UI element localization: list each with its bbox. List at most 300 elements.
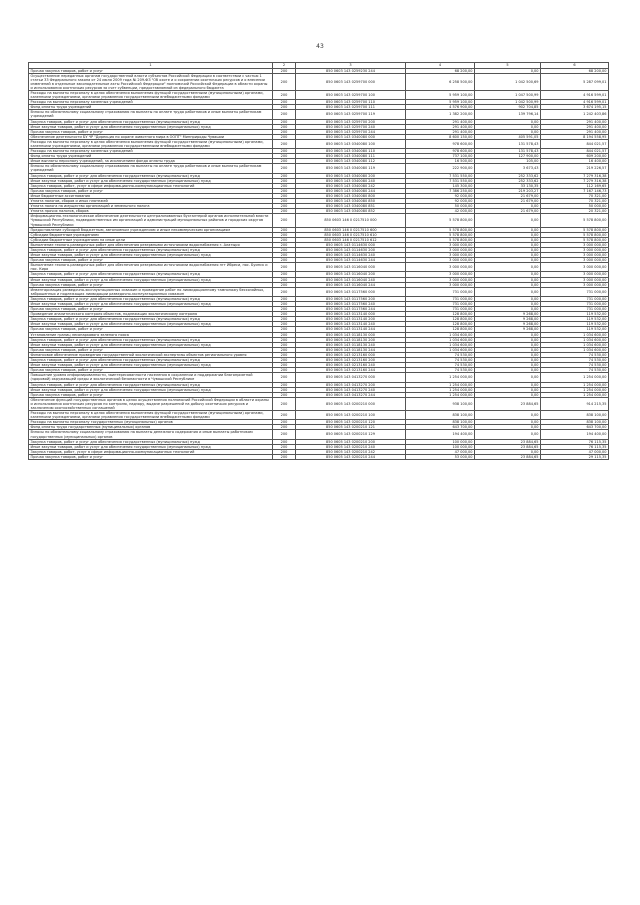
cell-approved: 7 386 250,00	[406, 188, 475, 193]
cell-executed: 23 884,65	[475, 397, 541, 410]
cell-budget-code: 850 0605 143 0213160 000	[296, 352, 406, 357]
cell-name: Иные закупки товаров, работ и услуг для обеспечения государственных (муниципальных) нужд	[29, 322, 273, 327]
cell-budget-code: 850 0603 143 0340080 111	[296, 154, 406, 159]
cell-name: Закупка товаров, работ и услуг для обеспечения государственных (муниципальных) нужд	[29, 358, 273, 363]
cell-budget-code: 850 0603 143 0259700 110	[296, 100, 406, 105]
cell-executed: 0,00	[475, 430, 541, 439]
cell-approved: 50 000,00	[406, 204, 475, 209]
cell-remaining: 3 674 195,15	[541, 105, 609, 110]
cell-line-code: 200	[273, 214, 296, 227]
cell-approved: 3 000 000,00	[406, 272, 475, 277]
cell-budget-code: 850 0605 143 0114630 200	[296, 247, 406, 252]
cell-name: Закупка товаров, работ и услуг для обеспечения государственных (муниципальных) нужд	[29, 296, 273, 301]
cell-approved: 643 700,00	[406, 425, 475, 430]
cell-approved: 53 000,00	[406, 454, 475, 459]
cell-line-code: 200	[273, 373, 296, 382]
cell-executed: 252 333,62	[475, 178, 541, 183]
cell-line-code: 200	[273, 110, 296, 119]
cell-budget-code: 850 0605 143 0118130 244	[296, 347, 406, 352]
cell-name: Прочая закупка товаров, работ и услуг	[29, 368, 273, 373]
cell-budget-code: 850 0605 143 0116040 000	[296, 263, 406, 272]
cell-line-code: 200	[273, 209, 296, 214]
cell-line-code: 200	[273, 154, 296, 159]
cell-budget-code: 850 0605 143 0200210 000	[296, 397, 406, 410]
cell-name: Закупка товаров, работ и услуг для обеспечения государственных (муниципальных) нужд	[29, 317, 273, 322]
cell-name: Закупка товаров, работ и услуг для обеспечения государственных (муниципальных) нужд	[29, 439, 273, 444]
cell-approved: 838 100,00	[406, 420, 475, 425]
cell-name: Закупка товаров, работ и услуг для обеспечения государственных (муниципальных) нужд	[29, 173, 273, 178]
cell-line-code: 200	[273, 425, 296, 430]
cell-approved: 1 034 600,00	[406, 342, 475, 347]
cell-approved: 5 578 800,00	[406, 237, 475, 242]
cell-name: Иные закупки товаров, работ и услуг для обеспечения государственных (муниципальных) нужд	[29, 363, 273, 368]
cell-line-code: 200	[273, 237, 296, 242]
cell-line-code: 200	[273, 164, 296, 173]
cell-budget-code: 850 0605 143 0118130 000	[296, 332, 406, 337]
cell-line-code: 200	[273, 105, 296, 110]
cell-budget-code: 850 0605 143 0117560 000	[296, 287, 406, 296]
cell-remaining: 47 000,00	[541, 449, 609, 454]
cell-budget-code: 850 0605 143 0200210 129	[296, 430, 406, 439]
cell-name: Прочая закупка товаров, работ и услуг	[29, 454, 273, 459]
cell-executed: 0,00	[475, 232, 541, 237]
cell-budget-code: 850 0603 143 0340080 851	[296, 204, 406, 209]
cell-name: Иные закупки товаров, работ и услуг для обеспечения государственных (муниципальных) нужд	[29, 302, 273, 307]
cell-line-code: 200	[273, 317, 296, 322]
cell-executed: 0,00	[475, 392, 541, 397]
cell-name: Предоставление субсидий бюджетным, автономным учреждениям и иным некоммерческим организациям	[29, 227, 273, 232]
cell-budget-code: 850 0603 143 0340080 119	[296, 164, 406, 173]
cell-name: Прочая закупка товаров, работ и услуг	[29, 307, 273, 312]
cell-budget-code: 850 0603 143 0340080 110	[296, 149, 406, 154]
cell-name: Прочая закупка товаров, работ и услуг	[29, 327, 273, 332]
cell-executed: 0,00	[475, 214, 541, 227]
cell-executed: 0,00	[475, 204, 541, 209]
cell-name: Иные бюджетные ассигнования	[29, 193, 273, 198]
cell-executed: 0,00	[475, 425, 541, 430]
cell-remaining: 844 021,57	[541, 139, 609, 148]
cell-line-code: 200	[273, 90, 296, 99]
cell-approved: 128 800,00	[406, 327, 475, 332]
cell-executed: 0,00	[475, 337, 541, 342]
table-row	[29, 430, 609, 439]
cell-approved: 3 000 000,00	[406, 277, 475, 282]
cell-name: Фонд оплаты труда учреждений	[29, 154, 273, 159]
cell-name: Обеспечение функций государственных органов в целях осуществления полномочий Российской Федерации в области охраны и использования охотничьих ресурсов по контролю, надзору, выдаче разрешений на добычу охотничьих ресурсов и заключению охотхозяйственных соглашений	[29, 397, 273, 410]
cell-line-code: 200	[273, 454, 296, 459]
cell-remaining: 844 021,57	[541, 149, 609, 154]
cell-remaining: 731 000,00	[541, 296, 609, 301]
cell-remaining: 7 167 146,73	[541, 188, 609, 193]
cell-executed: 33 130,35	[475, 183, 541, 188]
cell-line-code: 200	[273, 183, 296, 188]
cell-line-code: 200	[273, 119, 296, 124]
cell-line-code: 200	[273, 124, 296, 129]
header-cell: 2	[273, 63, 296, 69]
cell-name: Прочая закупка товаров, работ и услуг	[29, 188, 273, 193]
cell-executed: 0,00	[475, 253, 541, 258]
cell-remaining: 1 034 600,00	[541, 332, 609, 337]
cell-budget-code: 850 0605 143 0117560 200	[296, 296, 406, 301]
cell-remaining: 119 532,00	[541, 327, 609, 332]
cell-approved: 1 382 200,00	[406, 110, 475, 119]
cell-budget-code: 850 0603 143 0340080 244	[296, 188, 406, 193]
cell-executed: 0,00	[475, 307, 541, 312]
cell-remaining: 1 034 600,00	[541, 337, 609, 342]
cell-remaining: 1 254 000,00	[541, 392, 609, 397]
cell-remaining: 16 400,00	[541, 159, 609, 164]
cell-remaining: 291 400,00	[541, 119, 609, 124]
cell-budget-code: 850 0605 143 0116040 200	[296, 272, 406, 277]
cell-line-code: 200	[273, 347, 296, 352]
cell-executed: 9 268,00	[475, 327, 541, 332]
cell-line-code: 200	[273, 363, 296, 368]
cell-name: Уплата прочих налогов, сборов	[29, 209, 273, 214]
cell-approved: 731 000,00	[406, 307, 475, 312]
cell-approved: 1 034 600,00	[406, 347, 475, 352]
cell-remaining: 119 532,00	[541, 312, 609, 317]
cell-remaining: 291 400,00	[541, 124, 609, 129]
cell-executed: 1 047 500,99	[475, 90, 541, 99]
cell-remaining: 4 916 599,01	[541, 100, 609, 105]
cell-remaining: 643 700,00	[541, 425, 609, 430]
cell-executed: 0,00	[475, 124, 541, 129]
cell-name: Закупка товаров, работ, услуг в сфере информационно-коммуникационных технологий	[29, 183, 273, 188]
cell-approved: 5 578 800,00	[406, 227, 475, 232]
cell-budget-code: 850 0603 143 0259700 000	[296, 73, 406, 90]
cell-remaining: 1 254 000,00	[541, 387, 609, 392]
cell-name: Уплата налогов, сборов и иных платежей	[29, 199, 273, 204]
cell-remaining: 29 115,35	[541, 454, 609, 459]
cell-approved: 3 000 000,00	[406, 242, 475, 247]
cell-approved: 92 000,00	[406, 193, 475, 198]
cell-remaining: 5 287 099,01	[541, 73, 609, 90]
cell-executed: 1 042 500,99	[475, 100, 541, 105]
cell-executed: 902 704,85	[475, 105, 541, 110]
cell-name: Расходы на выплаты персоналу казенных учреждений	[29, 100, 273, 105]
cell-name: Прочая закупка товаров, работ и услуг	[29, 392, 273, 397]
cell-name: Обеспечение деятельности БУ ЧР "Дирекция по охране животного мира в ООПТ" Минприроды Чувашии	[29, 134, 273, 139]
cell-name: Взносы по обязательному социальному страхованию на выплаты денежного содержания и иные выплаты работникам государственных (муниципальных) органов	[29, 430, 273, 439]
cell-executed: 0,00	[475, 302, 541, 307]
cell-budget-code: 850 0603 146 0 0217510 000	[296, 214, 406, 227]
cell-approved: 128 800,00	[406, 317, 475, 322]
cell-remaining: 7 279 316,38	[541, 173, 609, 178]
cell-approved: 5 578 800,00	[406, 232, 475, 237]
cell-name: Инвентаризация разведочно-эксплуатационных скважин и проведение работ по ликвидационному тампонажу бесхозяйных, заброшенных и подлежащих ликвидации разведочно-эксплуатационных скважин	[29, 287, 273, 296]
cell-name: Фонд оплаты труда государственных (муниципальных) органов	[29, 425, 273, 430]
cell-budget-code: 850 0605 143 0114630 000	[296, 242, 406, 247]
cell-executed: 0,00	[475, 272, 541, 277]
cell-budget-code: 850 0605 143 0413270 000	[296, 373, 406, 382]
cell-approved: 1 254 000,00	[406, 392, 475, 397]
cell-budget-code: 850 0605 143 0117560 240	[296, 302, 406, 307]
table-row	[29, 287, 609, 296]
cell-approved: 291 400,00	[406, 129, 475, 134]
cell-executed: 405 591,05	[475, 134, 541, 139]
cell-executed: 0,00	[475, 237, 541, 242]
cell-line-code: 200	[273, 73, 296, 90]
cell-executed: 23 884,65	[475, 444, 541, 449]
cell-name: Иные закупки товаров, работ и услуг для обеспечения государственных (муниципальных) нужд	[29, 253, 273, 258]
cell-remaining: 70 321,00	[541, 193, 609, 198]
cell-name: Выполнение геолого-разведочных работ для обеспечения резервными источниками водоснабжения г. Алатыря	[29, 242, 273, 247]
cell-executed: 21 679,00	[475, 209, 541, 214]
cell-name: Прочая закупка товаров, работ и услуг	[29, 282, 273, 287]
cell-remaining: 3 000 000,00	[541, 247, 609, 252]
cell-line-code: 200	[273, 68, 296, 73]
cell-budget-code: 850 0605 143 0413270 240	[296, 387, 406, 392]
cell-budget-code: 850 0605 143 0116040 244	[296, 282, 406, 287]
cell-line-code: 200	[273, 247, 296, 252]
cell-name: Прочая закупка товаров, работ и услуг	[29, 258, 273, 263]
cell-name: Прочая закупка товаров, работ и услуг	[29, 347, 273, 352]
cell-executed: 3 673,43	[475, 164, 541, 173]
cell-budget-code: 850 0603 143 0259700 244	[296, 129, 406, 134]
cell-name: Расходы на выплаты персоналу в целях обеспечения выполнения функций государственными (муниципальными) органами, казенными учреждениями, органами управления государственными внебюджетными фондами	[29, 411, 273, 420]
cell-name: Закупка товаров, работ и услуг для обеспечения государственных (муниципальных) нужд	[29, 247, 273, 252]
cell-line-code: 200	[273, 173, 296, 178]
cell-approved: 6 258 500,00	[406, 73, 475, 90]
cell-approved: 1 254 000,00	[406, 373, 475, 382]
table-row	[29, 139, 609, 148]
cell-remaining: 3 000 000,00	[541, 258, 609, 263]
cell-approved: 3 000 000,00	[406, 263, 475, 272]
cell-remaining: 914 215,35	[541, 397, 609, 410]
cell-name: Иные закупки товаров, работ и услуг для обеспечения государственных (муниципальных) нужд	[29, 277, 273, 282]
cell-line-code: 200	[273, 411, 296, 420]
table-row	[29, 454, 609, 459]
cell-executed: 139 796,14	[475, 110, 541, 119]
cell-executed: 131 578,43	[475, 139, 541, 148]
cell-executed: 0,00	[475, 449, 541, 454]
cell-name: Иные закупки товаров, работ и услуг для обеспечения государственных (муниципальных) нужд	[29, 342, 273, 347]
cell-line-code: 200	[273, 439, 296, 444]
cell-approved: 8 600 150,00	[406, 134, 475, 139]
cell-line-code: 200	[273, 242, 296, 247]
cell-budget-code: 850 0603 143 0340080 112	[296, 159, 406, 164]
cell-line-code: 200	[273, 342, 296, 347]
cell-budget-code: 850 0603 143 0340080 800	[296, 193, 406, 198]
cell-name: Взносы по обязательному социальному страхованию на выплаты по оплате труда работников и иные выплаты работникам учреждений	[29, 110, 273, 119]
cell-remaining: 3 000 000,00	[541, 242, 609, 247]
cell-line-code: 200	[273, 332, 296, 337]
cell-name: Закупка товаров, работ и услуг для обеспечения государственных (муниципальных) нужд	[29, 272, 273, 277]
cell-approved: 222 900,00	[406, 164, 475, 173]
cell-approved: 731 000,00	[406, 302, 475, 307]
cell-executed: 127 900,00	[475, 154, 541, 159]
cell-remaining: 119 532,00	[541, 317, 609, 322]
cell-approved: 1 254 000,00	[406, 387, 475, 392]
cell-budget-code: 850 0603 146 0 0217510 610	[296, 232, 406, 237]
cell-line-code: 200	[273, 199, 296, 204]
cell-approved: 145 300,00	[406, 183, 475, 188]
table-row	[29, 411, 609, 420]
cell-executed: 0,00	[475, 332, 541, 337]
cell-remaining: 3 000 000,00	[541, 263, 609, 272]
cell-remaining: 74 530,00	[541, 352, 609, 357]
cell-approved: 74 530,00	[406, 358, 475, 363]
cell-executed: 0,00	[475, 227, 541, 232]
cell-executed: 0,00	[475, 247, 541, 252]
cell-remaining: 74 530,00	[541, 368, 609, 373]
cell-approved: 978 600,00	[406, 149, 475, 154]
cell-remaining: 7 279 316,38	[541, 178, 609, 183]
table-row	[29, 90, 609, 99]
cell-remaining: 1 254 000,00	[541, 373, 609, 382]
cell-name: Расходы на выплаты персоналу казенных учреждений	[29, 149, 273, 154]
cell-budget-code: 850 0603 143 0259700 100	[296, 90, 406, 99]
cell-name: Уплата налога на имущество организаций и земельного налога	[29, 204, 273, 209]
cell-approved: 3 000 000,00	[406, 282, 475, 287]
header-cell: 5	[475, 63, 541, 69]
cell-remaining: 1 254 000,00	[541, 382, 609, 387]
cell-approved: 1 034 600,00	[406, 332, 475, 337]
cell-approved: 128 800,00	[406, 312, 475, 317]
cell-budget-code: 850 0603 143 0259700 200	[296, 119, 406, 124]
cell-budget-code: 850 0603 143 0340080 242	[296, 183, 406, 188]
cell-remaining: 731 000,00	[541, 302, 609, 307]
cell-remaining: 3 000 000,00	[541, 282, 609, 287]
cell-executed: 0,00	[475, 242, 541, 247]
cell-executed: 0,00	[475, 363, 541, 368]
cell-executed: 21 679,00	[475, 193, 541, 198]
cell-line-code: 200	[273, 204, 296, 209]
cell-executed: 9 268,00	[475, 317, 541, 322]
cell-budget-code: 850 0603 143 0340080 100	[296, 139, 406, 148]
cell-budget-code: 850 0605 143 0200210 244	[296, 454, 406, 459]
cell-remaining: 76 115,35	[541, 444, 609, 449]
cell-approved: 7 531 550,00	[406, 173, 475, 178]
cell-executed: 0,00	[475, 68, 541, 73]
cell-approved: 74 530,00	[406, 368, 475, 373]
cell-name: Иные закупки товаров, работ и услуг для обеспечения государственных (муниципальных) нужд	[29, 387, 273, 392]
cell-line-code: 200	[273, 337, 296, 342]
cell-budget-code: 850 0603 146 0 0217510 600	[296, 227, 406, 232]
cell-line-code: 200	[273, 287, 296, 296]
cell-remaining: 1 242 403,86	[541, 110, 609, 119]
cell-budget-code: 850 0605 143 0200210 200	[296, 439, 406, 444]
cell-executed: 219 203,27	[475, 188, 541, 193]
cell-remaining: 68 200,00	[541, 68, 609, 73]
cell-remaining: 3 000 000,00	[541, 272, 609, 277]
cell-budget-code: 850 0603 143 0259230 244	[296, 68, 406, 73]
cell-line-code: 200	[273, 139, 296, 148]
cell-remaining: 76 115,35	[541, 439, 609, 444]
cell-budget-code: 850 0605 143 0213160 244	[296, 368, 406, 373]
cell-line-code: 200	[273, 263, 296, 272]
cell-budget-code: 850 0603 143 0340080 000	[296, 134, 406, 139]
cell-budget-code: 850 0605 143 0200210 242	[296, 449, 406, 454]
cell-line-code: 200	[273, 392, 296, 397]
header-cell: 6	[541, 63, 609, 69]
cell-executed: 0,00	[475, 420, 541, 425]
cell-name: Расходы на выплаты персоналу в целях обеспечения выполнения функций государственными (муниципальными) органами, казенными учреждениями, органами управления государственными внебюджетными фондами	[29, 139, 273, 148]
cell-budget-code: 850 0605 143 0113140 244	[296, 327, 406, 332]
cell-name: Прочая закупка товаров, работ и услуг	[29, 68, 273, 73]
cell-executed: 0,00	[475, 296, 541, 301]
cell-approved: 5 578 800,00	[406, 214, 475, 227]
cell-executed: 1 042 500,69	[475, 73, 541, 90]
cell-remaining: 609 200,00	[541, 154, 609, 159]
cell-remaining: 5 578 800,00	[541, 214, 609, 227]
cell-line-code: 200	[273, 282, 296, 287]
cell-budget-code: 850 0605 143 0413270 200	[296, 382, 406, 387]
cell-line-code: 200	[273, 352, 296, 357]
table-row	[29, 397, 609, 410]
cell-name: Осуществление переданных органам государственной власти субъектов Российской Федерации в соответствии с частью 1 статьи 33 Федерального закона от 24 июля 2009 года № 209-ФЗ "Об охоте и о сохранении охотничьих ресурсов и о внесении изменений в отдельные законодательные акты Российской Федерации" полномочий Российской Федерации в области охраны и использования охотничьих ресурсов за счет субвенции, предоставляемой из федерального бюджета	[29, 73, 273, 90]
cell-line-code: 200	[273, 232, 296, 237]
cell-executed: 0,00	[475, 373, 541, 382]
cell-executed: 9 268,00	[475, 312, 541, 317]
cell-approved: 737 100,00	[406, 154, 475, 159]
cell-line-code: 200	[273, 430, 296, 439]
cell-executed: 0,00	[475, 387, 541, 392]
cell-approved: 731 000,00	[406, 296, 475, 301]
cell-executed: 105,00	[475, 159, 541, 164]
cell-name: Иные закупки товаров, работ и услуг для обеспечения государственных (муниципальных) нужд	[29, 444, 273, 449]
cell-approved: 731 000,00	[406, 287, 475, 296]
cell-remaining: 119 532,00	[541, 322, 609, 327]
cell-executed: 0,00	[475, 347, 541, 352]
cell-approved: 3 000 000,00	[406, 247, 475, 252]
table-row	[29, 73, 609, 90]
cell-line-code: 200	[273, 277, 296, 282]
cell-name: Фонд оплаты труда учреждений	[29, 105, 273, 110]
cell-remaining: 219 226,57	[541, 164, 609, 173]
cell-executed: 9 268,00	[475, 322, 541, 327]
cell-line-code: 200	[273, 193, 296, 198]
cell-remaining: 3 000 000,00	[541, 253, 609, 258]
cell-approved: 4 576 900,00	[406, 105, 475, 110]
cell-name: Закупка товаров, работ и услуг для обеспечения государственных (муниципальных) нужд	[29, 119, 273, 124]
cell-remaining: 112 169,65	[541, 183, 609, 188]
cell-name: Иные закупки товаров, работ и услуг для обеспечения государственных (муниципальных) нужд	[29, 124, 273, 129]
cell-executed: 0,00	[475, 129, 541, 134]
cell-remaining: 70 321,00	[541, 199, 609, 204]
cell-budget-code: 850 0605 143 0114630 240	[296, 253, 406, 258]
cell-remaining: 4 916 599,01	[541, 90, 609, 99]
cell-line-code: 200	[273, 312, 296, 317]
cell-line-code: 200	[273, 129, 296, 134]
cell-budget-code: 850 0605 143 0200210 100	[296, 411, 406, 420]
cell-name: Проведение аналитического контроля объектов, подлежащих экологическому контролю	[29, 312, 273, 317]
table-row	[29, 373, 609, 382]
cell-line-code: 200	[273, 134, 296, 139]
table-row	[29, 164, 609, 173]
cell-budget-code: 850 0605 143 0118130 200	[296, 337, 406, 342]
cell-remaining: 838 100,00	[541, 411, 609, 420]
cell-line-code: 200	[273, 159, 296, 164]
cell-name: Субсидии бюджетным учреждениям	[29, 232, 273, 237]
cell-executed: 0,00	[475, 368, 541, 373]
cell-executed: 0,00	[475, 411, 541, 420]
cell-executed: 23 884,65	[475, 454, 541, 459]
cell-name: Закупка товаров, работ и услуг для обеспечения государственных (муниципальных) нужд	[29, 337, 273, 342]
cell-line-code: 200	[273, 188, 296, 193]
cell-executed: 23 884,65	[475, 439, 541, 444]
cell-budget-code: 850 0603 143 0340080 850	[296, 199, 406, 204]
cell-budget-code: 850 0605 143 0200210 121	[296, 425, 406, 430]
cell-remaining: 5 578 800,00	[541, 227, 609, 232]
cell-line-code: 200	[273, 253, 296, 258]
cell-remaining: 74 530,00	[541, 358, 609, 363]
cell-approved: 128 800,00	[406, 322, 475, 327]
cell-budget-code: 850 0603 143 0259700 240	[296, 124, 406, 129]
cell-remaining: 1 034 600,00	[541, 342, 609, 347]
cell-budget-code: 850 0603 143 0259700 111	[296, 105, 406, 110]
cell-remaining: 1 034 600,00	[541, 347, 609, 352]
